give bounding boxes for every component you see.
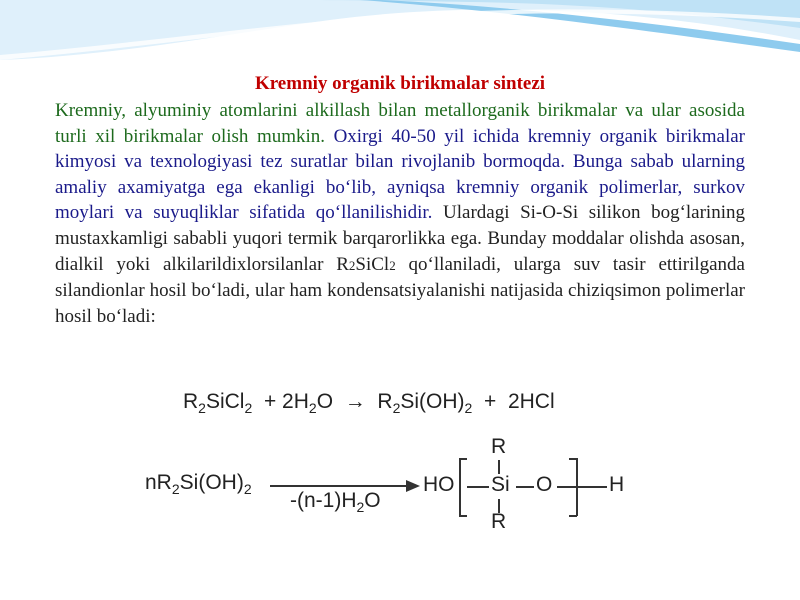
bracket-left-bottom [459, 515, 467, 517]
arrow-head-icon [406, 480, 420, 492]
reaction-equation-1 [183, 390, 555, 416]
formula-part: SiCl [205, 390, 245, 413]
subscript: 2 [308, 400, 317, 417]
bracket-left [459, 458, 461, 516]
body-paragraph [55, 98, 745, 329]
bond-line [498, 460, 500, 474]
reaction-equation-2 [0, 430, 800, 540]
formula-part: + 2H [263, 390, 309, 413]
bracket-right-top [569, 458, 577, 460]
bracket-left-top [459, 458, 467, 460]
formula-part: R [183, 390, 199, 413]
subscript: 2 [244, 400, 253, 417]
r-top: R [491, 435, 507, 458]
h-atom: H [609, 473, 625, 496]
r-bottom: R [491, 510, 507, 533]
ho-group: HO [423, 473, 455, 496]
bond-line [467, 486, 489, 488]
o-atom: O [536, 473, 553, 496]
subscript: 2 [348, 257, 356, 273]
subscript: 2 [392, 400, 401, 417]
bracket-right-bottom [569, 515, 577, 517]
header-wave-decoration [0, 0, 800, 80]
subscript: 2 [243, 481, 252, 498]
formula-part: Si(OH) [400, 390, 465, 413]
formula-part: nR [145, 471, 172, 494]
reactant-formula [145, 471, 252, 497]
formula-part: -(n-1)H [290, 489, 357, 512]
arrow-condition [290, 489, 381, 515]
reaction-arrow: → [344, 390, 366, 413]
subscript: 2 [198, 400, 206, 417]
formula-part: + [484, 390, 497, 413]
formula-part: Si(OH) [179, 471, 244, 494]
subscript: 2 [464, 400, 473, 417]
reaction-arrow-line [270, 485, 410, 487]
paragraph-segment-3c: qo‘llaniladi, ularga suv tasir ettirilganda silandionlar hosil bo‘ladi, ular ham kondensatsiyalanishi natijasida chiziqsimon polimerlar hosil bo‘ladi: [55, 253, 745, 327]
formula-part: R [377, 390, 393, 413]
bracket-right [576, 458, 578, 516]
formula-part: O [316, 390, 334, 413]
slide-title: Kremniy organik birikmalar sintezi [254, 73, 546, 94]
paragraph-segment-1: Kremniy, alyuminiy atomlarini alkillash bilan metallorganik birikmalar va ular asosida turli xil birikmalar olish mumkin. [55, 100, 745, 147]
subscript: 2 [389, 257, 396, 273]
paragraph-segment-3b: SiCl [355, 253, 390, 275]
bond-line [557, 486, 607, 488]
paragraph-segment-2: Oxirgi 40-50 yil ichida kremniy organik birikmalar kimyosi va texnologiyasi tez suratlar bilan rivojlanib bormoqda. Bunga sabab ularning amaliy axamiyatga ega ekanligi bo‘lib, ayniqsa kremniy organik polimerlar, surkov moylari va suyuqliklar sifatida qo‘llanilishidir. [55, 125, 745, 224]
subscript: 2 [356, 499, 365, 516]
formula-part: O [364, 489, 381, 512]
si-atom: Si [491, 473, 510, 496]
formula-part: 2HCl [507, 390, 555, 413]
bond-line [516, 486, 534, 488]
subscript: 2 [171, 481, 180, 498]
paragraph-segment-3a: Ulardagi Si-O-Si silikon bog‘larining mustaxkamligi sababli yuqori termik barqarorlikka ega. Bunday moddalar olishda asosan, dialkil yoki alkilarildixlorsilanlar R [55, 202, 745, 275]
